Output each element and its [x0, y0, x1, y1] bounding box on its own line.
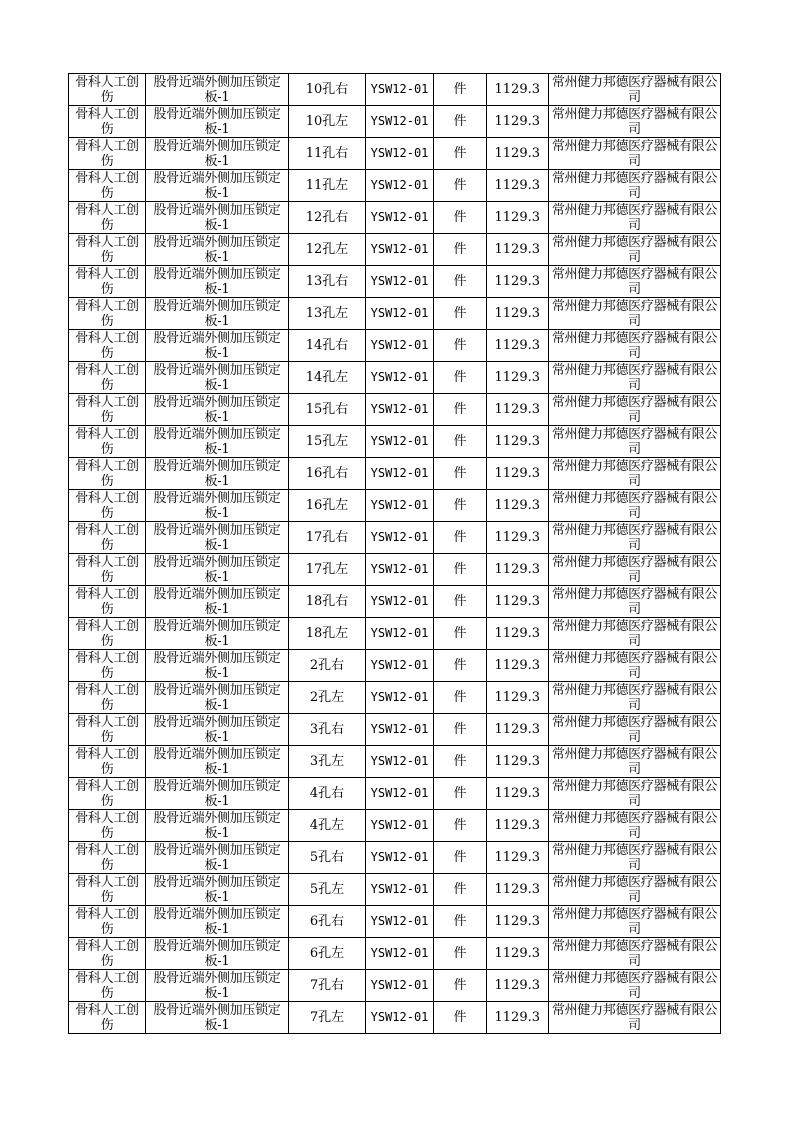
spec-cell: 12孔左: [289, 234, 366, 266]
product-name-cell: 股骨近端外侧加压锁定板-1: [146, 394, 289, 426]
manufacturer-cell: 常州健力邦德医疗器械有限公司: [549, 330, 721, 362]
unit-cell: 件: [434, 138, 487, 170]
category-cell: 骨科人工创伤: [69, 554, 146, 586]
spec-cell: 7孔右: [289, 970, 366, 1002]
category-cell: 骨科人工创伤: [69, 586, 146, 618]
table-row: [69, 842, 721, 874]
price-cell: 1129.3: [487, 74, 549, 106]
table-row: [69, 170, 721, 202]
category-cell: 骨科人工创伤: [69, 202, 146, 234]
table-row: [69, 266, 721, 298]
manufacturer-cell: 常州健力邦德医疗器械有限公司: [549, 682, 721, 714]
category-cell: 骨科人工创伤: [69, 330, 146, 362]
price-cell: 1129.3: [487, 106, 549, 138]
unit-cell: 件: [434, 746, 487, 778]
manufacturer-cell: 常州健力邦德医疗器械有限公司: [549, 362, 721, 394]
price-cell: 1129.3: [487, 266, 549, 298]
model-cell: YSW12-01: [366, 650, 434, 682]
category-cell: 骨科人工创伤: [69, 266, 146, 298]
product-name-cell: 股骨近端外侧加压锁定板-1: [146, 426, 289, 458]
category-cell: 骨科人工创伤: [69, 810, 146, 842]
price-table: [68, 73, 721, 1034]
model-cell: YSW12-01: [366, 170, 434, 202]
product-name-cell: 股骨近端外侧加压锁定板-1: [146, 682, 289, 714]
model-cell: YSW12-01: [366, 746, 434, 778]
spec-cell: 10孔右: [289, 74, 366, 106]
model-cell: YSW12-01: [366, 842, 434, 874]
category-cell: 骨科人工创伤: [69, 458, 146, 490]
spec-cell: 7孔左: [289, 1002, 366, 1034]
category-cell: 骨科人工创伤: [69, 106, 146, 138]
price-cell: 1129.3: [487, 810, 549, 842]
table-row: [69, 778, 721, 810]
category-cell: 骨科人工创伤: [69, 842, 146, 874]
spec-cell: 16孔右: [289, 458, 366, 490]
spec-cell: 5孔右: [289, 842, 366, 874]
spec-cell: 11孔右: [289, 138, 366, 170]
unit-cell: 件: [434, 970, 487, 1002]
manufacturer-cell: 常州健力邦德医疗器械有限公司: [549, 522, 721, 554]
manufacturer-cell: 常州健力邦德医疗器械有限公司: [549, 74, 721, 106]
category-cell: 骨科人工创伤: [69, 618, 146, 650]
category-cell: 骨科人工创伤: [69, 970, 146, 1002]
unit-cell: 件: [434, 586, 487, 618]
unit-cell: 件: [434, 202, 487, 234]
model-cell: YSW12-01: [366, 138, 434, 170]
category-cell: 骨科人工创伤: [69, 650, 146, 682]
category-cell: 骨科人工创伤: [69, 746, 146, 778]
model-cell: YSW12-01: [366, 330, 434, 362]
spec-cell: 14孔右: [289, 330, 366, 362]
product-name-cell: 股骨近端外侧加压锁定板-1: [146, 170, 289, 202]
model-cell: YSW12-01: [366, 490, 434, 522]
price-cell: 1129.3: [487, 874, 549, 906]
manufacturer-cell: 常州健力邦德医疗器械有限公司: [549, 554, 721, 586]
spec-cell: 13孔左: [289, 298, 366, 330]
product-name-cell: 股骨近端外侧加压锁定板-1: [146, 362, 289, 394]
product-name-cell: 股骨近端外侧加压锁定板-1: [146, 522, 289, 554]
table-row: [69, 1002, 721, 1034]
product-name-cell: 股骨近端外侧加压锁定板-1: [146, 330, 289, 362]
unit-cell: 件: [434, 458, 487, 490]
product-name-cell: 股骨近端外侧加压锁定板-1: [146, 586, 289, 618]
table-row: [69, 138, 721, 170]
model-cell: YSW12-01: [366, 714, 434, 746]
table-row: [69, 586, 721, 618]
table-row: [69, 874, 721, 906]
product-name-cell: 股骨近端外侧加压锁定板-1: [146, 298, 289, 330]
price-cell: 1129.3: [487, 394, 549, 426]
unit-cell: 件: [434, 74, 487, 106]
price-cell: 1129.3: [487, 202, 549, 234]
spec-cell: 17孔左: [289, 554, 366, 586]
table-row: [69, 714, 721, 746]
manufacturer-cell: 常州健力邦德医疗器械有限公司: [549, 906, 721, 938]
unit-cell: 件: [434, 682, 487, 714]
unit-cell: 件: [434, 234, 487, 266]
category-cell: 骨科人工创伤: [69, 682, 146, 714]
category-cell: 骨科人工创伤: [69, 906, 146, 938]
price-cell: 1129.3: [487, 970, 549, 1002]
unit-cell: 件: [434, 330, 487, 362]
table-row: [69, 490, 721, 522]
manufacturer-cell: 常州健力邦德医疗器械有限公司: [549, 746, 721, 778]
manufacturer-cell: 常州健力邦德医疗器械有限公司: [549, 970, 721, 1002]
spec-cell: 2孔右: [289, 650, 366, 682]
unit-cell: 件: [434, 266, 487, 298]
model-cell: YSW12-01: [366, 970, 434, 1002]
product-name-cell: 股骨近端外侧加压锁定板-1: [146, 714, 289, 746]
table-row: [69, 650, 721, 682]
table-row: [69, 362, 721, 394]
product-name-cell: 股骨近端外侧加压锁定板-1: [146, 810, 289, 842]
table-row: [69, 394, 721, 426]
table-row: [69, 810, 721, 842]
unit-cell: 件: [434, 650, 487, 682]
manufacturer-cell: 常州健力邦德医疗器械有限公司: [549, 714, 721, 746]
table-row: [69, 202, 721, 234]
unit-cell: 件: [434, 714, 487, 746]
product-name-cell: 股骨近端外侧加压锁定板-1: [146, 74, 289, 106]
price-cell: 1129.3: [487, 778, 549, 810]
manufacturer-cell: 常州健力邦德医疗器械有限公司: [549, 842, 721, 874]
price-cell: 1129.3: [487, 682, 549, 714]
spec-cell: 15孔左: [289, 426, 366, 458]
price-cell: 1129.3: [487, 906, 549, 938]
table-row: [69, 74, 721, 106]
model-cell: YSW12-01: [366, 266, 434, 298]
spec-cell: 4孔左: [289, 810, 366, 842]
price-cell: 1129.3: [487, 522, 549, 554]
category-cell: 骨科人工创伤: [69, 426, 146, 458]
product-name-cell: 股骨近端外侧加压锁定板-1: [146, 938, 289, 970]
table-row: [69, 458, 721, 490]
category-cell: 骨科人工创伤: [69, 938, 146, 970]
spec-cell: 16孔左: [289, 490, 366, 522]
table-row: [69, 554, 721, 586]
spec-cell: 6孔右: [289, 906, 366, 938]
model-cell: YSW12-01: [366, 1002, 434, 1034]
model-cell: YSW12-01: [366, 554, 434, 586]
table-row: [69, 106, 721, 138]
category-cell: 骨科人工创伤: [69, 170, 146, 202]
model-cell: YSW12-01: [366, 522, 434, 554]
unit-cell: 件: [434, 394, 487, 426]
spec-cell: 18孔左: [289, 618, 366, 650]
product-name-cell: 股骨近端外侧加压锁定板-1: [146, 906, 289, 938]
manufacturer-cell: 常州健力邦德医疗器械有限公司: [549, 874, 721, 906]
table-row: [69, 746, 721, 778]
table-row: [69, 682, 721, 714]
manufacturer-cell: 常州健力邦德医疗器械有限公司: [549, 106, 721, 138]
manufacturer-cell: 常州健力邦德医疗器械有限公司: [549, 810, 721, 842]
manufacturer-cell: 常州健力邦德医疗器械有限公司: [549, 394, 721, 426]
manufacturer-cell: 常州健力邦德医疗器械有限公司: [549, 586, 721, 618]
table-row: [69, 298, 721, 330]
product-name-cell: 股骨近端外侧加压锁定板-1: [146, 650, 289, 682]
category-cell: 骨科人工创伤: [69, 778, 146, 810]
model-cell: YSW12-01: [366, 778, 434, 810]
manufacturer-cell: 常州健力邦德医疗器械有限公司: [549, 234, 721, 266]
spec-cell: 3孔左: [289, 746, 366, 778]
manufacturer-cell: 常州健力邦德医疗器械有限公司: [549, 778, 721, 810]
product-name-cell: 股骨近端外侧加压锁定板-1: [146, 234, 289, 266]
table-row: [69, 234, 721, 266]
model-cell: YSW12-01: [366, 874, 434, 906]
spec-cell: 14孔左: [289, 362, 366, 394]
unit-cell: 件: [434, 362, 487, 394]
manufacturer-cell: 常州健力邦德医疗器械有限公司: [549, 298, 721, 330]
table-row: [69, 618, 721, 650]
price-cell: 1129.3: [487, 618, 549, 650]
table-row: [69, 426, 721, 458]
manufacturer-cell: 常州健力邦德医疗器械有限公司: [549, 170, 721, 202]
manufacturer-cell: 常州健力邦德医疗器械有限公司: [549, 1002, 721, 1034]
spec-cell: 18孔右: [289, 586, 366, 618]
manufacturer-cell: 常州健力邦德医疗器械有限公司: [549, 138, 721, 170]
spec-cell: 17孔右: [289, 522, 366, 554]
category-cell: 骨科人工创伤: [69, 874, 146, 906]
category-cell: 骨科人工创伤: [69, 714, 146, 746]
spec-cell: 4孔右: [289, 778, 366, 810]
product-name-cell: 股骨近端外侧加压锁定板-1: [146, 842, 289, 874]
model-cell: YSW12-01: [366, 426, 434, 458]
unit-cell: 件: [434, 618, 487, 650]
price-cell: 1129.3: [487, 458, 549, 490]
model-cell: YSW12-01: [366, 810, 434, 842]
product-name-cell: 股骨近端外侧加压锁定板-1: [146, 138, 289, 170]
model-cell: YSW12-01: [366, 106, 434, 138]
category-cell: 骨科人工创伤: [69, 522, 146, 554]
table-row: [69, 906, 721, 938]
product-name-cell: 股骨近端外侧加压锁定板-1: [146, 554, 289, 586]
model-cell: YSW12-01: [366, 906, 434, 938]
model-cell: YSW12-01: [366, 618, 434, 650]
table-row: [69, 970, 721, 1002]
table-row: [69, 522, 721, 554]
product-name-cell: 股骨近端外侧加压锁定板-1: [146, 746, 289, 778]
price-cell: 1129.3: [487, 330, 549, 362]
manufacturer-cell: 常州健力邦德医疗器械有限公司: [549, 490, 721, 522]
price-cell: 1129.3: [487, 650, 549, 682]
category-cell: 骨科人工创伤: [69, 490, 146, 522]
model-cell: YSW12-01: [366, 394, 434, 426]
price-cell: 1129.3: [487, 298, 549, 330]
product-name-cell: 股骨近端外侧加压锁定板-1: [146, 970, 289, 1002]
category-cell: 骨科人工创伤: [69, 138, 146, 170]
spec-cell: 10孔左: [289, 106, 366, 138]
model-cell: YSW12-01: [366, 938, 434, 970]
product-name-cell: 股骨近端外侧加压锁定板-1: [146, 490, 289, 522]
unit-cell: 件: [434, 938, 487, 970]
category-cell: 骨科人工创伤: [69, 1002, 146, 1034]
unit-cell: 件: [434, 426, 487, 458]
model-cell: YSW12-01: [366, 202, 434, 234]
price-cell: 1129.3: [487, 586, 549, 618]
table-row: [69, 938, 721, 970]
model-cell: YSW12-01: [366, 586, 434, 618]
manufacturer-cell: 常州健力邦德医疗器械有限公司: [549, 458, 721, 490]
price-cell: 1129.3: [487, 426, 549, 458]
unit-cell: 件: [434, 490, 487, 522]
unit-cell: 件: [434, 106, 487, 138]
spec-cell: 15孔右: [289, 394, 366, 426]
product-name-cell: 股骨近端外侧加压锁定板-1: [146, 1002, 289, 1034]
table-row: [69, 330, 721, 362]
price-cell: 1129.3: [487, 138, 549, 170]
category-cell: 骨科人工创伤: [69, 234, 146, 266]
category-cell: 骨科人工创伤: [69, 74, 146, 106]
unit-cell: 件: [434, 842, 487, 874]
price-cell: 1129.3: [487, 362, 549, 394]
unit-cell: 件: [434, 874, 487, 906]
category-cell: 骨科人工创伤: [69, 394, 146, 426]
product-name-cell: 股骨近端外侧加压锁定板-1: [146, 458, 289, 490]
model-cell: YSW12-01: [366, 682, 434, 714]
spec-cell: 12孔右: [289, 202, 366, 234]
price-cell: 1129.3: [487, 490, 549, 522]
category-cell: 骨科人工创伤: [69, 298, 146, 330]
unit-cell: 件: [434, 170, 487, 202]
spec-cell: 11孔左: [289, 170, 366, 202]
price-cell: 1129.3: [487, 714, 549, 746]
unit-cell: 件: [434, 810, 487, 842]
price-cell: 1129.3: [487, 234, 549, 266]
spec-cell: 2孔左: [289, 682, 366, 714]
manufacturer-cell: 常州健力邦德医疗器械有限公司: [549, 426, 721, 458]
manufacturer-cell: 常州健力邦德医疗器械有限公司: [549, 938, 721, 970]
spec-cell: 5孔左: [289, 874, 366, 906]
unit-cell: 件: [434, 778, 487, 810]
model-cell: YSW12-01: [366, 458, 434, 490]
price-cell: 1129.3: [487, 1002, 549, 1034]
unit-cell: 件: [434, 1002, 487, 1034]
spec-cell: 6孔左: [289, 938, 366, 970]
table-body: [69, 74, 721, 1034]
unit-cell: 件: [434, 522, 487, 554]
unit-cell: 件: [434, 298, 487, 330]
product-name-cell: 股骨近端外侧加压锁定板-1: [146, 266, 289, 298]
price-cell: 1129.3: [487, 746, 549, 778]
manufacturer-cell: 常州健力邦德医疗器械有限公司: [549, 618, 721, 650]
manufacturer-cell: 常州健力邦德医疗器械有限公司: [549, 266, 721, 298]
spec-cell: 13孔右: [289, 266, 366, 298]
model-cell: YSW12-01: [366, 298, 434, 330]
category-cell: 骨科人工创伤: [69, 362, 146, 394]
price-cell: 1129.3: [487, 554, 549, 586]
product-name-cell: 股骨近端外侧加压锁定板-1: [146, 106, 289, 138]
product-name-cell: 股骨近端外侧加压锁定板-1: [146, 202, 289, 234]
unit-cell: 件: [434, 906, 487, 938]
price-cell: 1129.3: [487, 938, 549, 970]
product-name-cell: 股骨近端外侧加压锁定板-1: [146, 778, 289, 810]
product-name-cell: 股骨近端外侧加压锁定板-1: [146, 874, 289, 906]
price-cell: 1129.3: [487, 842, 549, 874]
spec-cell: 3孔右: [289, 714, 366, 746]
model-cell: YSW12-01: [366, 234, 434, 266]
manufacturer-cell: 常州健力邦德医疗器械有限公司: [549, 650, 721, 682]
price-cell: 1129.3: [487, 170, 549, 202]
model-cell: YSW12-01: [366, 362, 434, 394]
product-name-cell: 股骨近端外侧加压锁定板-1: [146, 618, 289, 650]
manufacturer-cell: 常州健力邦德医疗器械有限公司: [549, 202, 721, 234]
unit-cell: 件: [434, 554, 487, 586]
model-cell: YSW12-01: [366, 74, 434, 106]
